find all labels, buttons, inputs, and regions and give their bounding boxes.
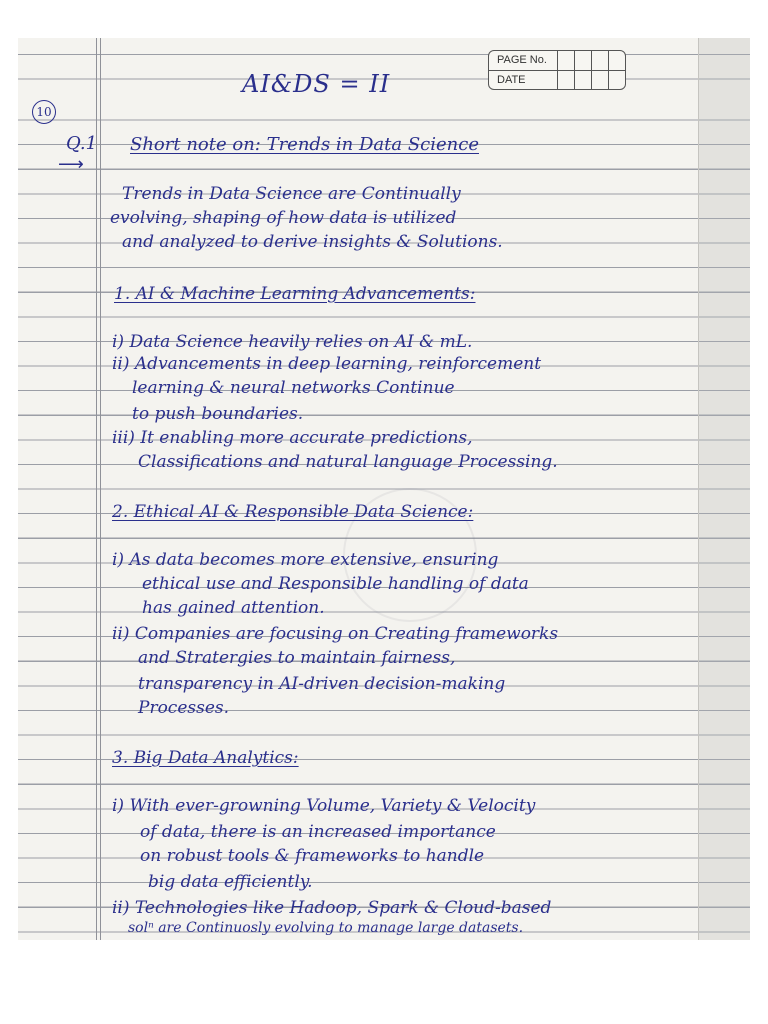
arrow-right-icon: ⟶ <box>58 154 84 175</box>
section-line: ii) Technologies like Hadoop, Spark & Cloud-based <box>112 898 552 918</box>
section-line: i) With ever-growning Volume, Variety & Velocity <box>112 796 536 816</box>
section-line: on robust tools & frameworks to handle <box>140 846 485 866</box>
section-line: has gained attention. <box>142 598 325 618</box>
section-line: ethical use and Responsible handling of data <box>142 574 529 594</box>
section-line: Processes. <box>138 698 230 718</box>
section-line: ii) Advancements in deep learning, reinforcement <box>112 354 542 374</box>
date-row <box>489 70 625 90</box>
section-line: big data efficiently. <box>148 872 313 892</box>
section-line: i) Data Science heavily relies on AI & mL. <box>112 332 473 352</box>
intro-line: Trends in Data Science are Continually <box>122 184 461 204</box>
section-line: solⁿ are Continuosly evolving to manage large datasets. <box>128 920 524 936</box>
section-line: Classifications and natural language Processing. <box>138 452 558 472</box>
intro-line: and analyzed to derive insights & Solutions. <box>122 232 503 252</box>
page-no-label: PAGE No. <box>489 51 558 70</box>
facing-page-edge <box>698 38 750 940</box>
section-line: of data, there is an increased importance <box>140 822 496 842</box>
question-title: Short note on: Trends in Data Science <box>130 134 479 155</box>
section-line: ii) Companies are focusing on Creating frameworks <box>112 624 559 644</box>
section-line: i) As data becomes more extensive, ensuring <box>112 550 499 570</box>
intro-line: evolving, shaping of how data is utilized <box>110 208 457 228</box>
question-label: Q.1 <box>66 133 98 154</box>
page-no-row <box>489 51 625 70</box>
section-line: to push boundaries. <box>132 404 304 424</box>
page-title: AI&DS = II <box>242 70 391 98</box>
section-heading: 3. Big Data Analytics: <box>112 748 299 768</box>
section-line: and Stratergies to maintain fairness, <box>138 648 456 668</box>
section-line: transparency in AI-driven decision-making <box>138 674 506 694</box>
section-line: learning & neural networks Continue <box>132 378 455 398</box>
notebook-photo <box>18 38 750 940</box>
section-heading: 2. Ethical AI & Responsible Data Science: <box>112 502 474 522</box>
page-date-box <box>488 50 626 90</box>
section-heading: 1. AI & Machine Learning Advancements: <box>114 284 476 304</box>
section-line: iii) It enabling more accurate predictions, <box>112 428 473 448</box>
date-label: DATE <box>489 71 558 90</box>
page-number-circle: 10 <box>32 100 56 124</box>
notebook-page <box>18 38 698 940</box>
